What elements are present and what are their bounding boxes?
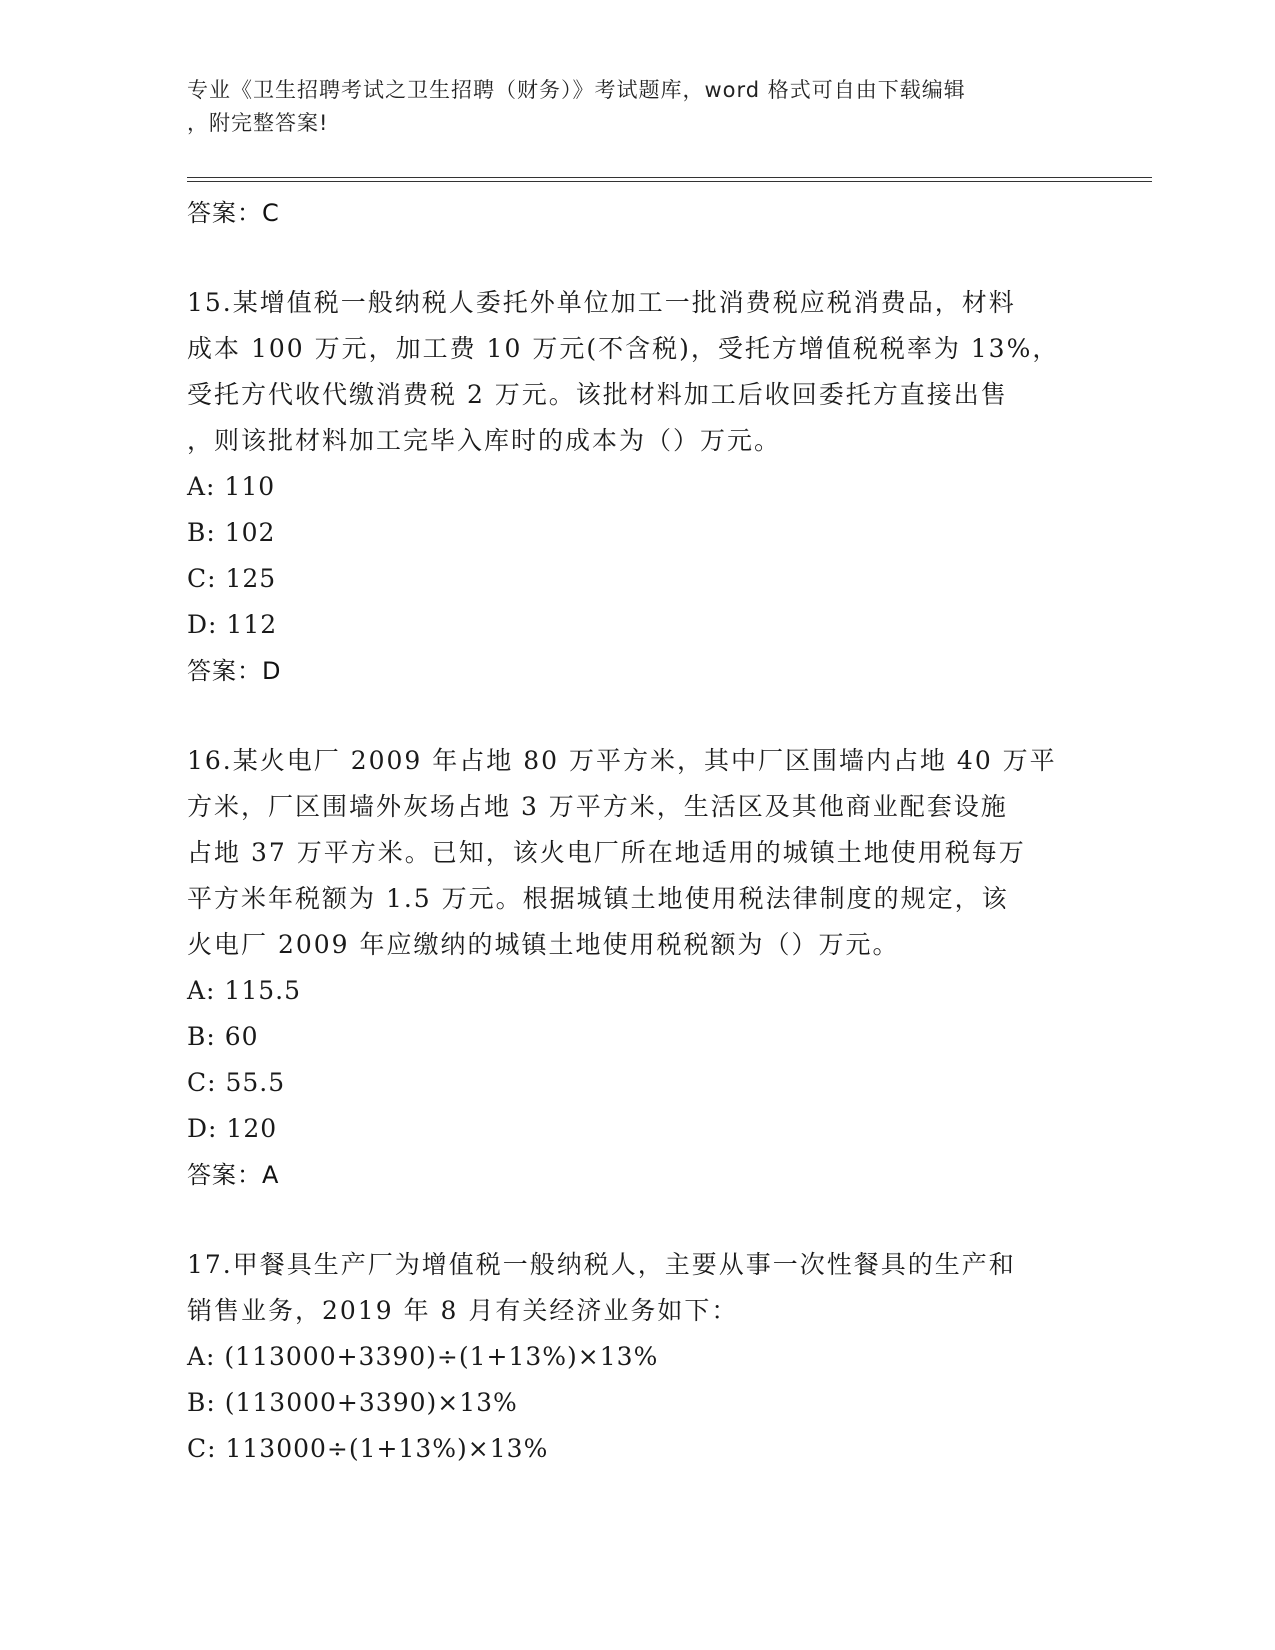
option-c: C: 113000÷(1+13%)×13% [187,1434,549,1463]
answer-label: 答案：D [187,657,282,685]
question-17 [187,1242,1087,1472]
option-d: D: 120 [187,1114,278,1143]
header-line-2: ，附完整答案! [187,111,329,135]
option-d: D: 112 [187,610,278,639]
question-16 [187,738,1087,1198]
option-c: C: 55.5 [187,1068,286,1097]
header-divider [187,177,1152,182]
option-a: A: (113000+3390)÷(1+13%)×13% [187,1342,659,1371]
document-header [187,74,1067,140]
option-c: C: 125 [187,564,277,593]
question-15 [187,280,1087,694]
answer-label: 答案：A [187,1161,280,1189]
document-body [187,190,1087,1472]
option-b: B: 60 [187,1022,259,1051]
option-b: B: 102 [187,518,276,547]
option-a: A: 115.5 [187,976,301,1005]
question-stem: 17.甲餐具生产厂为增值税一般纳税人，主要从事一次性餐具的生产和 销售业务，2019 年 8 月有关经济业务如下： [187,1250,1016,1325]
question-stem: 15.某增值税一般纳税人委托外单位加工一批消费税应税消费品，材料 成本 100 万元，加工费 10 万元(不含税)，受托方增值税税率为 13%， 受托方代收代缴消费税 2 万元。该批材料加工后收回委托方直接出售 ，则该批材料加工完毕入库时的成本为（）万元。 [187,288,1060,455]
option-b: B: (113000+3390)×13% [187,1388,518,1417]
question-stem: 16.某火电厂 2009 年占地 80 万平方米，其中厂区围墙内占地 40 万平 方米，厂区围墙外灰场占地 3 万平方米，生活区及其他商业配套设施 占地 37 万平方米。已知，该火电厂所在地适用的城镇土地使用税每万 平方米年税额为 1.5 万元。根据城镇土地使用税法律制度的规定，该 火电厂 2009 年应缴纳的城镇土地使用税税额为（）万元。 [187,746,1057,959]
answer-label: 答案：C [187,199,280,227]
option-a: A: 110 [187,472,276,501]
header-line-1: 专业《卫生招聘考试之卫生招聘（财务）》考试题库，word 格式可自由下载编辑 [187,78,966,102]
